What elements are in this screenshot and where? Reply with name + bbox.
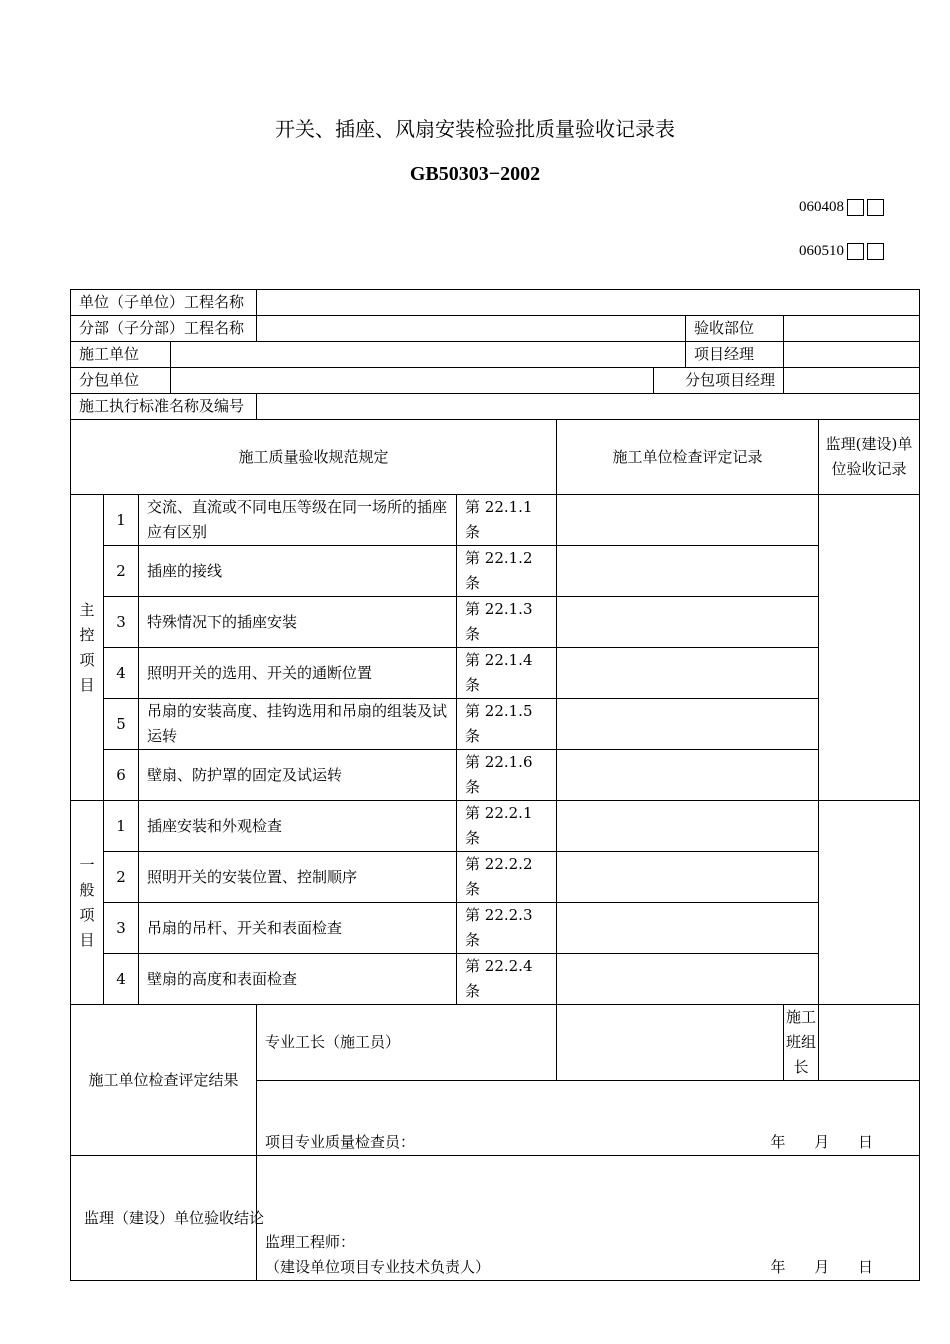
team-leader-field[interactable] (819, 1005, 920, 1081)
item-number: 2 (104, 852, 139, 903)
item-clause: 第 22.1.3 条 (457, 597, 557, 648)
engineer-label: 监理工程师： (265, 1233, 356, 1251)
inspector-label: 项目专业质量检查员： (265, 1133, 416, 1151)
item-record-field[interactable] (557, 648, 819, 699)
item-description: 照明开关的选用、开关的通断位置 (139, 648, 457, 699)
foreman-label: 专业工长（施工员） (257, 1005, 557, 1081)
foreman-field[interactable] (557, 1005, 784, 1081)
item-number: 1 (104, 801, 139, 852)
item-clause: 第 22.1.5 条 (457, 699, 557, 750)
item-record-field[interactable] (557, 954, 819, 1005)
item-description: 插座的接线 (139, 546, 457, 597)
subcontract-unit-label: 分包单位 (71, 368, 171, 394)
supervision-conclusion-field[interactable] (257, 1156, 920, 1281)
inspection-form-table (70, 289, 920, 1281)
acceptance-part-label: 验收部位 (686, 316, 784, 342)
project-manager-field[interactable] (784, 342, 920, 368)
code-checkbox[interactable] (867, 243, 884, 260)
item-record-field[interactable] (557, 495, 819, 546)
construction-unit-field[interactable] (171, 342, 686, 368)
supervision-column-header: 监理(建设)单位验收记录 (819, 420, 920, 495)
item-clause: 第 22.2.3 条 (457, 903, 557, 954)
item-number: 4 (104, 954, 139, 1005)
item-description: 壁扇、防护罩的固定及试运转 (139, 750, 457, 801)
main-items-supervision-field[interactable] (819, 495, 920, 801)
record-code-2-text: 060510 (799, 243, 844, 259)
main-items-label (71, 495, 104, 801)
engineer-signature-line (265, 1255, 911, 1280)
item-record-field[interactable] (557, 597, 819, 648)
project-manager-label: 项目经理 (686, 342, 784, 368)
item-description: 照明开关的安装位置、控制顺序 (139, 852, 457, 903)
subcontract-pm-field[interactable] (784, 368, 920, 394)
date-day: 日 (858, 1258, 874, 1276)
item-clause: 第 22.1.4 条 (457, 648, 557, 699)
general-items-supervision-field[interactable] (819, 801, 920, 1005)
team-leader-label: 施工班组长 (784, 1005, 819, 1081)
record-code-1 (799, 199, 884, 216)
item-record-field[interactable] (557, 546, 819, 597)
unit-name-label: 单位（子单位）工程名称 (71, 290, 257, 316)
item-clause: 第 22.1.6 条 (457, 750, 557, 801)
construction-result-field[interactable] (257, 1081, 920, 1156)
date-day: 日 (858, 1133, 874, 1151)
item-description: 吊扇的安装高度、挂钩选用和吊扇的组装及试运转 (139, 699, 457, 750)
item-description: 交流、直流或不同电压等级在同一场所的插座应有区别 (139, 495, 457, 546)
item-description: 特殊情况下的插座安装 (139, 597, 457, 648)
code-checkbox[interactable] (847, 199, 864, 216)
conclusion-date (746, 1255, 911, 1280)
item-number: 1 (104, 495, 139, 546)
item-description: 吊扇的吊杆、开关和表面检查 (139, 903, 457, 954)
record-column-header: 施工单位检查评定记录 (557, 420, 819, 495)
item-description: 壁扇的高度和表面检查 (139, 954, 457, 1005)
supervision-conclusion-label (71, 1156, 264, 1281)
item-record-field[interactable] (557, 801, 819, 852)
item-number: 2 (104, 546, 139, 597)
engineer-sub-label: （建设单位项目专业技术负责人） (265, 1258, 491, 1276)
standard-name-label: 施工执行标准名称及编号 (71, 394, 257, 420)
item-record-field[interactable] (557, 852, 819, 903)
date-month: 月 (814, 1258, 830, 1276)
item-record-field[interactable] (557, 699, 819, 750)
item-number: 6 (104, 750, 139, 801)
subcontract-pm-label: 分包项目经理 (654, 368, 784, 394)
acceptance-part-field[interactable] (784, 316, 920, 342)
division-label: 分部（子分部）工程名称 (71, 316, 257, 342)
item-clause: 第 22.2.1 条 (457, 801, 557, 852)
record-code-1-text: 060408 (799, 199, 844, 215)
construction-unit-label: 施工单位 (71, 342, 171, 368)
item-record-field[interactable] (557, 750, 819, 801)
record-code-2 (799, 243, 884, 260)
inspection-date (746, 1130, 911, 1155)
item-number: 5 (104, 699, 139, 750)
item-record-field[interactable] (557, 903, 819, 954)
date-month: 月 (814, 1133, 830, 1151)
code-checkbox[interactable] (847, 243, 864, 260)
standard-name-field[interactable] (257, 394, 920, 420)
item-clause: 第 22.1.2 条 (457, 546, 557, 597)
item-clause: 第 22.2.4 条 (457, 954, 557, 1005)
code-checkbox[interactable] (867, 199, 884, 216)
item-description: 插座安装和外观检查 (139, 801, 457, 852)
construction-result-label: 施工单位检查评定结果 (71, 1005, 257, 1156)
inspector-signature-line (265, 1130, 911, 1155)
spec-column-header: 施工质量验收规范规定 (71, 420, 557, 495)
division-field[interactable] (257, 316, 686, 342)
standard-code: GB50303−2002 (409, 163, 541, 185)
item-number: 3 (104, 903, 139, 954)
main-items-label-text: 主控项目 (79, 600, 95, 694)
date-year: 年 (770, 1133, 786, 1151)
item-clause: 第 22.1.1 条 (457, 495, 557, 546)
item-clause: 第 22.2.2 条 (457, 852, 557, 903)
date-year: 年 (770, 1258, 786, 1276)
unit-name-field[interactable] (257, 290, 920, 316)
subcontract-unit-field[interactable] (171, 368, 654, 394)
item-number: 3 (104, 597, 139, 648)
supervision-conclusion-text: 监理（建设）单位验收结论 (83, 1208, 264, 1227)
item-number: 4 (104, 648, 139, 699)
general-items-label-text: 一般项目 (79, 855, 95, 949)
form-title: 开关、插座、风扇安装检验批质量验收记录表 (275, 117, 675, 141)
general-items-label (71, 801, 104, 1005)
